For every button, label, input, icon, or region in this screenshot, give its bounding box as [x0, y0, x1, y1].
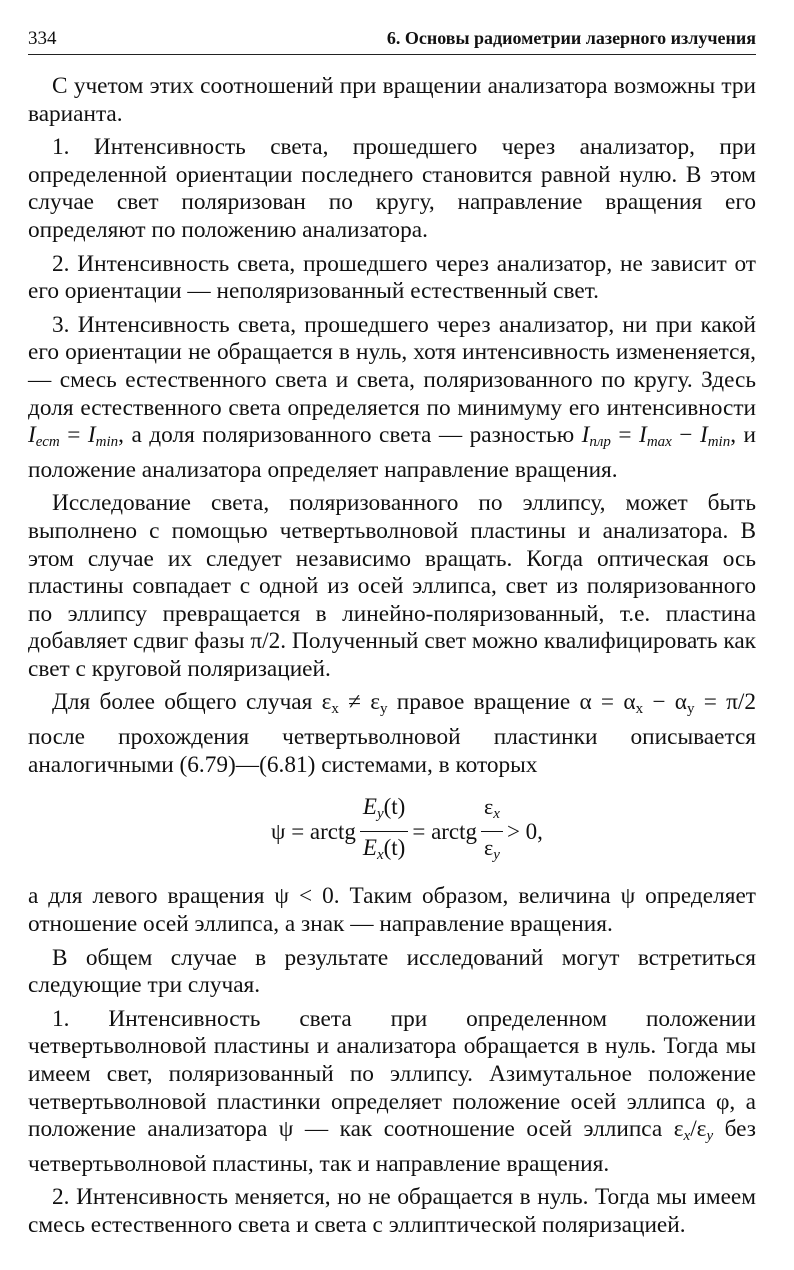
paragraph-elliptic-study: Исследование света, поляризованного по эллипсу, может быть выполнено с помощью четвертьволновой пластины и анализатора. В этом случае их следует независимо вращать. Когда оптическая ось пластины совпадает с одной из осей эллипса, свет из поляризованного по эллипсу превращается в линейно-поляризованный, т.е. пластина добавляет сдвиг фазы π/2. Полученный свет можно квалифицировать как свет с круговой поляризацией.: [28, 490, 756, 682]
symbol-i-max: $I_{max}$: [639, 422, 672, 451]
fraction-epsilon-ratio: $\frac{\varepsilon_x}{\varepsilon_y}$: [481, 793, 503, 869]
paragraph-left-rotation: а для левого вращения ψ < 0. Таким образом, величина ψ определяет отношение осей эллипса, а знак — направление вращения.: [28, 883, 756, 938]
chapter-title: 6. Основы радиометрии лазерного излучения: [386, 28, 756, 48]
formula-psi: ψ = arctg $\frac{E_y(t)}{E_x(t)}$ = arctg $\frac{\varepsilon_x}{\varepsilon_y}$ > 0,: [58, 793, 756, 869]
paragraph-general-case: Для более общего случая $\varepsilon_x \ne \varepsilon_y$ правое вращение $\alpha = \alpha_x - \alpha_y = \pi/2$ после прохождения четвертьволновой пластинки описывается аналогичными (6.79)—(6.81) системами, в которых: [28, 689, 757, 778]
paragraph-result-2: 2. Интенсивность меняется, но не обращается в нуль. Тогда мы имеем смесь естественного света и света с эллиптической поляризацией.: [28, 1184, 756, 1238]
paragraph-intro: С учетом этих соотношений при вращении анализатора возможны три варианта.: [28, 73, 756, 127]
paragraph-case-3: 3. Интенсивность света, прошедшего через анализатор, ни при какой его ориентации не обращается в нуль, хотя интенсивность измененяется, — смесь естественного света и света, поляризованного по кругу. Здесь доля естественного света определяется по минимуму его интенсивности $I_{ест} = I_{min}$, а доля поляризованного света — разностью $I_{плр} = I_{max} - I_{min}$, и положение анализатора определяет направление вращения.: [28, 311, 757, 483]
book-page: [28, 28, 756, 1246]
symbol-i-min: $I_{min}$: [87, 422, 119, 451]
symbol-i-nat: $I_{ест}$: [28, 422, 60, 451]
paragraph-case-2: 2. Интенсивность света, прошедшего через анализатор, не зависит от его ориентации — неполяризованный естественный свет.: [28, 250, 756, 305]
fraction-field-ratio: $\frac{E_y(t)}{E_x(t)}$: [360, 793, 408, 869]
page-number: 334: [28, 28, 57, 49]
paragraph-result-1: 1. Интенсивность света при определенном положении четвертьволновой пластины и анализатора обращается в нуль. Тогда мы имеем свет, поляризованный по эллипсу. Азимутальное положение четвертьволновой пластинки определяет положение осей эллипса φ, а положение анализатора ψ — как соотношение осей эллипса $\varepsilon_x/\varepsilon_y$ без четвертьволновой пластины, так и направление вращения.: [28, 1005, 756, 1177]
body-text: [28, 73, 756, 1240]
paragraph-three-cases: В общем случае в результате исследований могут встретиться следующие три случая.: [28, 944, 756, 999]
paragraph-case-1: 1. Интенсивность света, прошедшего через анализатор, при определенной ориентации последнего становится равной нулю. В этом случае свет поляризован по кругу, направление вращения его определяют по положению анализатора.: [28, 134, 756, 243]
running-head: [28, 28, 756, 55]
symbol-i-min-2: $I_{min}$: [699, 422, 731, 451]
symbol-i-pol: $I_{плр}$: [581, 422, 611, 451]
